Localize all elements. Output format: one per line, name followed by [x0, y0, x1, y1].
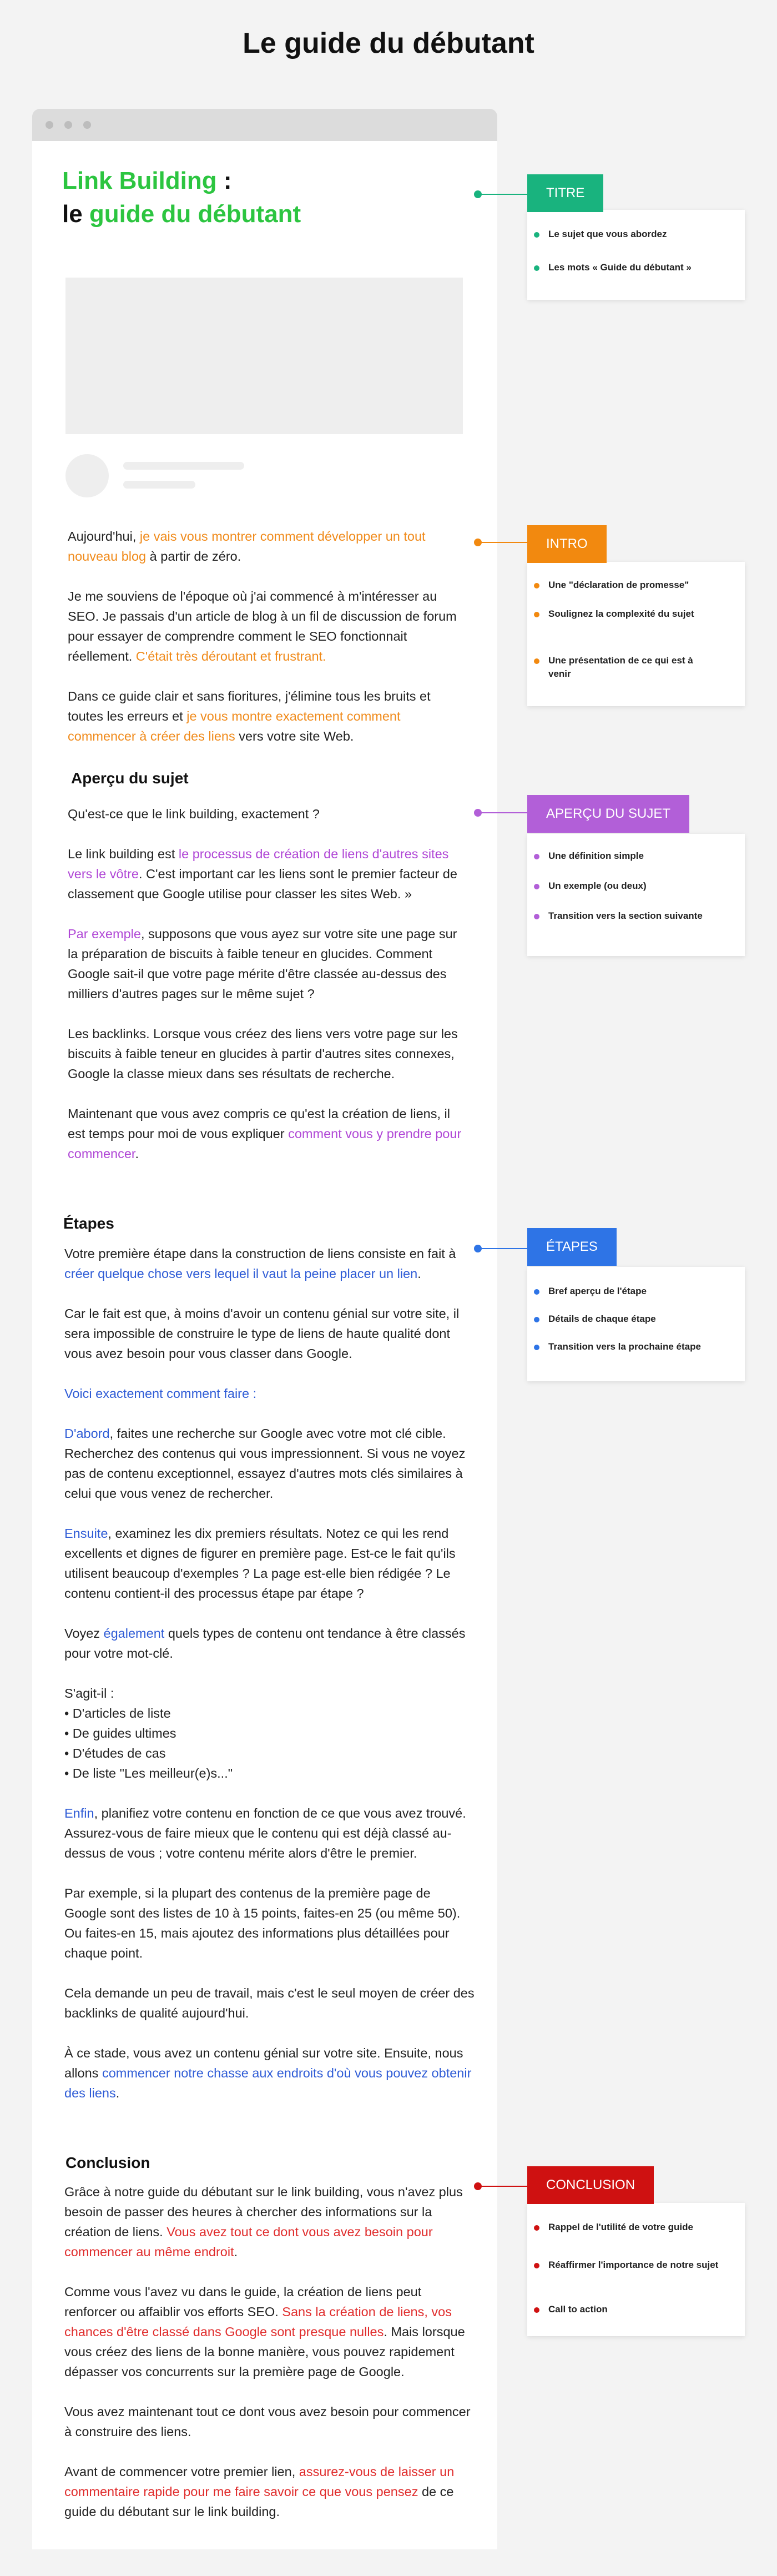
etapes-p1: Votre première étape dans la construction de liens consiste en fait à créer quelque chose vers lequel il vaut la peine placer un lien.	[64, 1246, 456, 1281]
intro-connector-line	[481, 542, 527, 543]
intro-item: Une "déclaration de promesse"	[527, 578, 731, 592]
etapes-p6: Voyez également quels types de contenu ont tendance à être classés pour votre mot-clé.	[64, 1626, 466, 1661]
etapes-heading: Étapes	[63, 1215, 114, 1232]
etapes-item: Transition vers la prochaine étape	[527, 1340, 715, 1354]
page-title: Le guide du débutant	[243, 27, 534, 59]
window-dot	[83, 121, 91, 129]
window-dot	[46, 121, 53, 129]
apercu-p1: Qu'est-ce que le link building, exactement ?	[68, 807, 320, 821]
apercu-p4: Les backlinks. Lorsque vous créez des liens vers votre page sur les biscuits à faible teneur en glucides à partir d'autres sites connexes, Google la classe mieux dans ses résultats de recherche.	[68, 1027, 458, 1081]
window-dot	[64, 121, 72, 129]
etapes-p9: Par exemple, si la plupart des contenus de la première page de Google sont des listes de 10 à 15 points, faites-en 25 (ou même 50). Ou faites-en 15, mais ajoutez des informations plus détaillées pour chaque point.	[64, 1886, 461, 1960]
intro-p2: Je me souviens de l'époque où j'ai commencé à m'intéresser au SEO. Je passais d'un article de blog à un fil de discussion de forum pour essayer de comprendre comment le SEO fonctionnait réellement. C'était très déroutant et frustrant.	[68, 589, 457, 663]
titre-item: Les mots « Guide du débutant »	[527, 261, 737, 274]
intro-item: Soulignez la complexité du sujet	[527, 607, 715, 621]
intro-label: INTRO	[527, 525, 607, 563]
intro-p1: Aujourd'hui, je vais vous montrer comment développer un tout nouveau blog à partir de zéro.	[68, 529, 426, 564]
titre-connector-line	[481, 194, 527, 195]
titre-label: TITRE	[527, 174, 603, 212]
intro-card	[527, 562, 745, 706]
conclusion-p2: Comme vous l'avez vu dans le guide, la création de liens peut renforcer ou affaiblir vos efforts SEO. Sans la création de liens, vos chances d'être classé dans Google sont presque nulles. Mais lorsque vous créez des liens de la bonne manière, vous pouvez rapidement dépasser vos concurrents sur la première page de Google.	[64, 2285, 465, 2379]
etapes-connector-line	[481, 1248, 527, 1249]
etapes-p5: Ensuite, examinez les dix premiers résultats. Notez ce qui les rend excellents et dignes de figurer en première page. Est-ce le fait qu'ils utilisent beaucoup d'exemples ? La page est-elle bien rédigée ? Le contenu contient-il des processus étape par étape ?	[64, 1526, 456, 1601]
conclusion-item: Rappel de l'utilité de votre guide	[527, 2221, 743, 2234]
apercu-heading: Aperçu du sujet	[71, 769, 189, 787]
conclusion-connector-line	[481, 2186, 527, 2187]
etapes-p11: À ce stade, vous avez un contenu génial sur votre site. Ensuite, nous allons commencer notre chasse aux endroits d'où vous pouvez obtenir des liens.	[64, 2046, 472, 2100]
hero-image-placeholder	[65, 278, 463, 434]
apercu-connector-line	[481, 812, 527, 813]
intro-section	[68, 526, 462, 766]
apercu-item: Transition vers la section suivante	[527, 909, 715, 923]
conclusion-heading: Conclusion	[65, 2154, 150, 2171]
etapes-p10: Cela demande un peu de travail, mais c'est le seul moyen de créer des backlinks de qualité aujourd'hui.	[64, 1986, 475, 2020]
conclusion-item: Call to action	[527, 2303, 726, 2316]
etapes-p2: Car le fait est que, à moins d'avoir un contenu génial sur votre site, il sera impossible de construire le type de liens de haute qualité dont vous avez besoin pour vous classer dans Google.	[64, 1306, 460, 1361]
etapes-label: ÉTAPES	[527, 1228, 617, 1266]
author-name-placeholder	[123, 462, 244, 470]
etapes-item: Bref aperçu de l'étape	[527, 1285, 726, 1298]
etapes-list: S'agit-il : • D'articles de liste • De guides ultimes • D'études de cas • De liste "Les meilleur(e)s..."	[64, 1686, 233, 1780]
apercu-p5: Maintenant que vous avez compris ce qu'est la création de liens, il est temps pour moi de vous expliquer comment vous y prendre pour commencer.	[68, 1106, 462, 1161]
titre-card	[527, 210, 745, 300]
conclusion-section	[64, 2182, 475, 2542]
conclusion-card	[527, 2203, 745, 2336]
browser-window-bar	[32, 109, 497, 141]
conclusion-item: Réaffirmer l'importance de notre sujet	[527, 2258, 737, 2272]
etapes-p4: D'abord, faites une recherche sur Google avec votre mot clé cible. Recherchez des contenus qui vous impressionnent. Si vous ne voyez pas de contenu exceptionnel, essayez d'autres mots clés similaires à celui que vous venez de rechercher.	[64, 1426, 466, 1501]
apercu-card	[527, 834, 745, 956]
titre-item: Le sujet que vous abordez	[527, 228, 737, 241]
avatar-placeholder	[65, 454, 109, 497]
apercu-item: Un exemple (ou deux)	[527, 879, 726, 893]
article-title: Link Building : le guide du débutant	[62, 167, 301, 228]
etapes-p3: Voici exactement comment faire :	[64, 1386, 257, 1401]
etapes-item: Détails de chaque étape	[527, 1312, 726, 1326]
intro-p3: Dans ce guide clair et sans fioritures, j'élimine tous les bruits et toutes les erreurs et je vous montre exactement comment commencer à créer des liens vers votre site Web.	[68, 689, 431, 743]
etapes-section	[64, 1244, 475, 2123]
conclusion-label: CONCLUSION	[527, 2166, 654, 2204]
apercu-label: APERÇU DU SUJET	[527, 795, 689, 833]
apercu-item: Une définition simple	[527, 849, 726, 863]
author-meta-placeholder	[123, 481, 195, 489]
etapes-p8: Enfin, planifiez votre contenu en fonction de ce que vous avez trouvé. Assurez-vous de faire mieux que le contenu qui est déjà classé au-dessus de vous ; votre contenu mérite alors d'être le premier.	[64, 1806, 466, 1860]
etapes-card	[527, 1267, 745, 1381]
conclusion-p1: Grâce à notre guide du débutant sur le link building, vous n'avez plus besoin de passer des heures à chercher des informations sur la création de liens. Vous avez tout ce dont vous avez besoin pour commencer au même endroit.	[64, 2185, 463, 2259]
apercu-p3: Par exemple, supposons que vous ayez sur votre site une page sur la préparation de biscuits à faible teneur en glucides. Comment Google sait-il que votre page mérite d'être classée au-dessus des milliers d'autres pages sur le même sujet ?	[68, 927, 457, 1001]
apercu-section	[68, 804, 462, 1184]
intro-item: Une présentation de ce qui est à venir	[527, 654, 715, 681]
conclusion-p4: Avant de commencer votre premier lien, assurez-vous de laisser un commentaire rapide pour me faire savoir ce que vous pensez de ce guide du débutant sur le link building.	[64, 2464, 455, 2519]
conclusion-p3: Vous avez maintenant tout ce dont vous avez besoin pour commencer à construire des liens.	[64, 2404, 471, 2439]
apercu-p2: Le link building est le processus de création de liens d'autres sites vers le vôtre. C'est important car les liens sont le premier facteur de classement que Google utilise pour classer les sites Web. »	[68, 847, 457, 901]
